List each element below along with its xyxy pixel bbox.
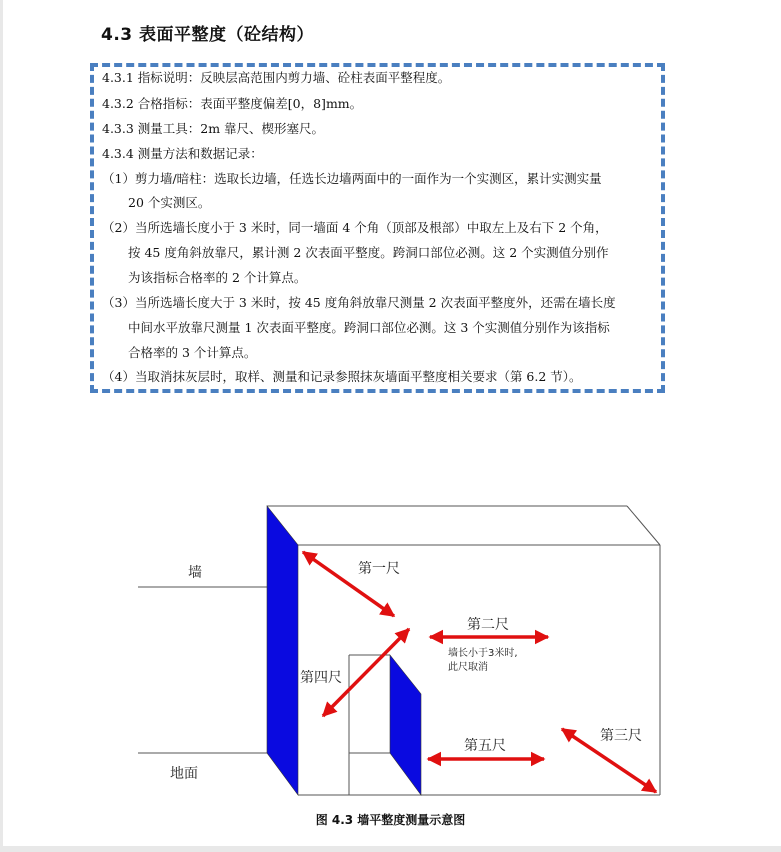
ruler2-note-line1: 墙长小于3米时,: [448, 648, 518, 659]
ruler3-label: 第三尺: [600, 728, 642, 744]
spec-item-1-line-2: 20 个实测区。: [128, 195, 211, 210]
page-left-edge: [0, 0, 3, 852]
ruler2-label: 第二尺: [467, 617, 509, 633]
ruler4-label: 第四尺: [300, 670, 342, 686]
spec-item-4-line-1: （4）当取消抹灰层时，取样、测量和记录参照抹灰墙面平整度相关要求（第 6.2 节）。: [102, 369, 582, 384]
door-side-face: [390, 655, 421, 795]
spec-item-2-line-2: 按 45 度角斜放靠尺，累计测 2 次表面平整度。跨洞口部位必测。这 2 个实测值分别作: [128, 245, 609, 260]
ruler2-note-line2: 此尺取消: [448, 662, 488, 673]
spec-line-4-3-1: 4.3.1 指标说明：反映层高范围内剪力墙、砼柱表面平整程度。: [102, 70, 451, 85]
spec-item-3-line-1: （3）当所选墙长度大于 3 米时，按 45 度角斜放靠尺测量 2 次表面平整度外，还需在墙长度: [102, 295, 616, 310]
wall-end-face: [267, 506, 298, 795]
spec-line-4-3-4: 4.3.4 测量方法和数据记录：: [102, 146, 263, 161]
section-title: 4.3 表面平整度（砼结构）: [101, 25, 315, 45]
page-bottom-edge: [0, 846, 781, 852]
wall-label: 墙: [188, 565, 202, 581]
wall-flatness-diagram: [130, 498, 670, 803]
spec-item-3-line-2: 中间水平放靠尺测量 1 次表面平整度。跨洞口部位必测。这 3 个实测值分别作为该指标: [128, 320, 610, 335]
spec-item-2-line-1: （2）当所选墙长度小于 3 米时，同一墙面 4 个角（顶部及根部）中取左上及右下 2 个角，: [102, 220, 608, 235]
spec-item-2-line-3: 为该指标合格率的 2 个计算点。: [128, 270, 307, 285]
spec-item-3-line-3: 合格率的 3 个计算点。: [128, 345, 257, 360]
spec-line-4-3-3: 4.3.3 测量工具：2m 靠尺、楔形塞尺。: [102, 121, 325, 136]
ground-label: 地面: [170, 766, 198, 782]
ruler5-label: 第五尺: [464, 738, 506, 754]
spec-line-4-3-2: 4.3.2 合格指标：表面平整度偏差[0，8]mm。: [102, 96, 363, 111]
figure-caption: 图 4.3 墙平整度测量示意图: [315, 813, 466, 827]
ruler1-label: 第一尺: [358, 561, 400, 577]
spec-item-1-line-1: （1）剪力墙/暗柱：选取长边墙，任选长边墙两面中的一面作为一个实测区，累计实测实量: [102, 171, 602, 186]
